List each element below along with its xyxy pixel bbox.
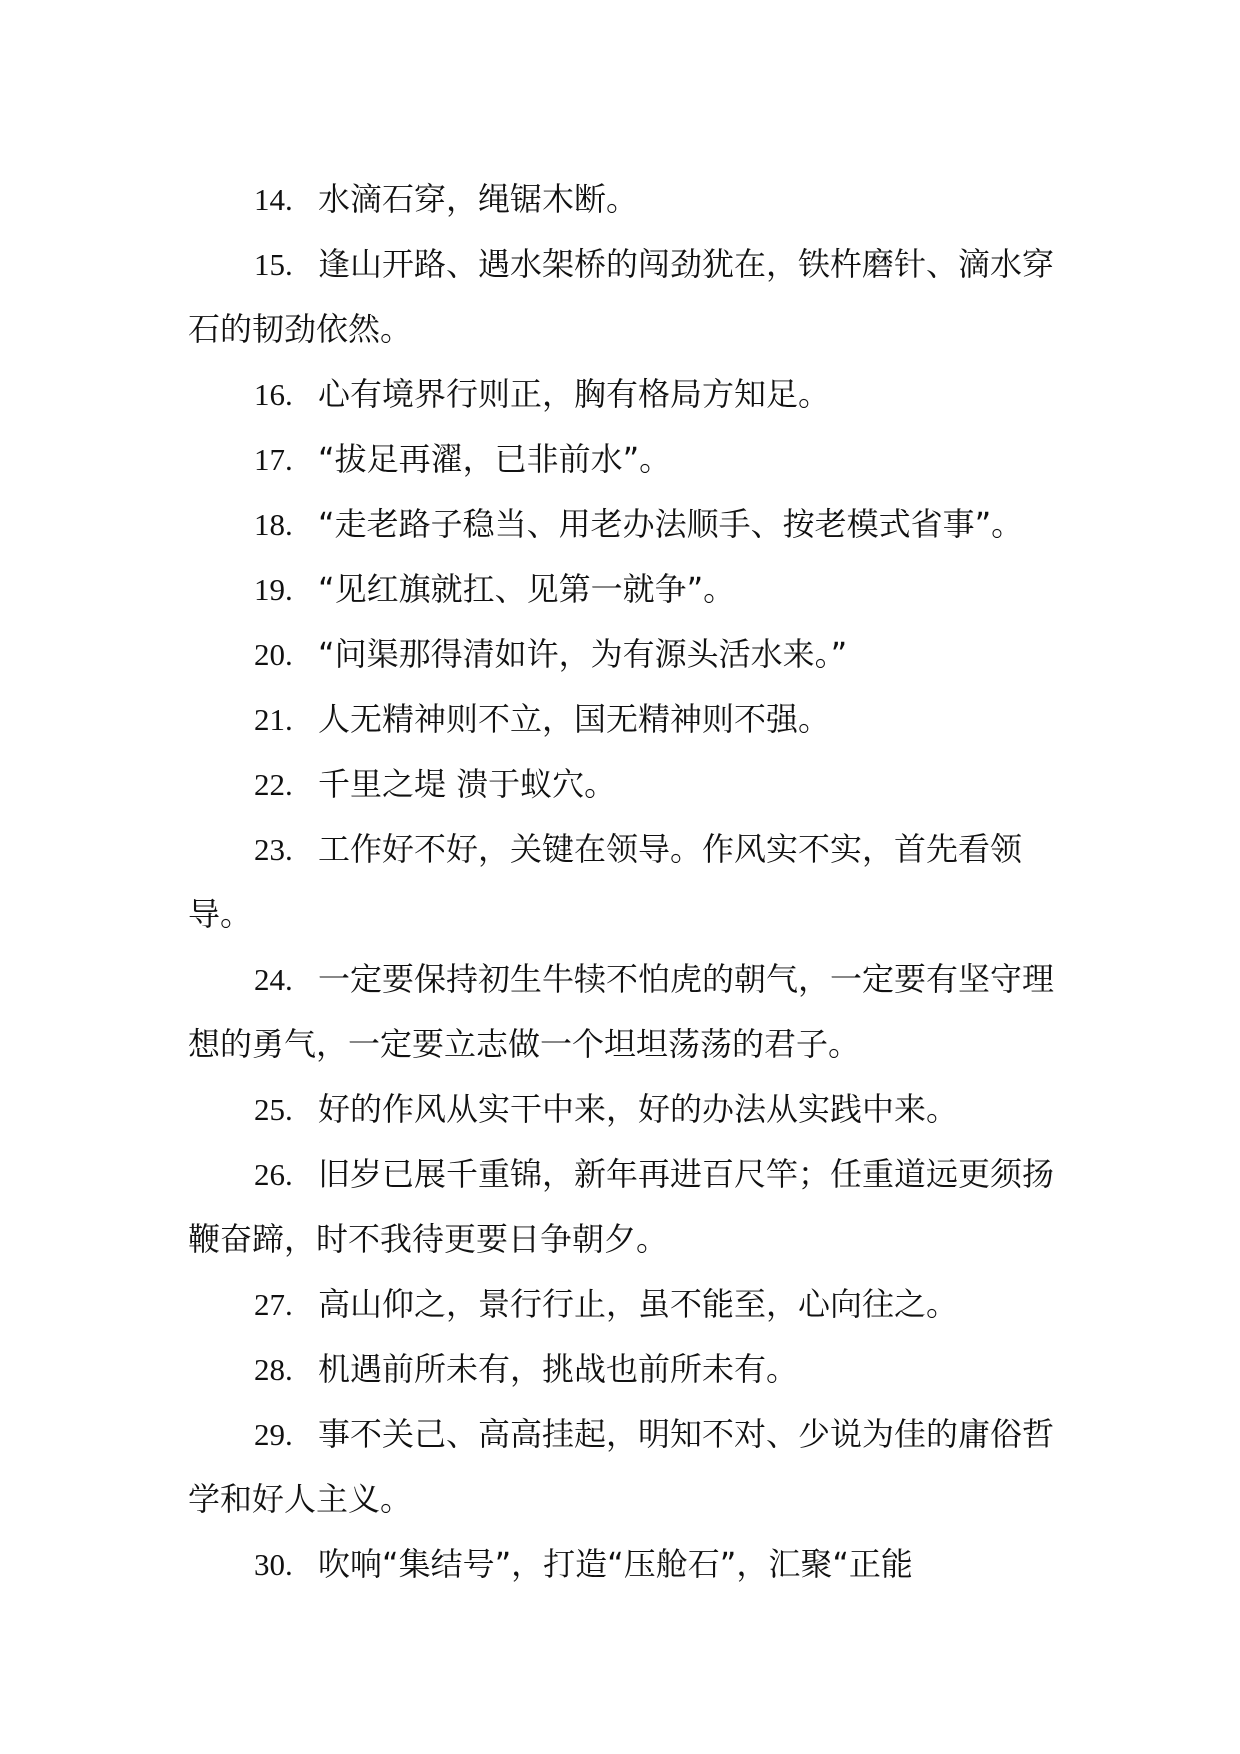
list-item — [188, 557, 1058, 622]
item-number: 24. — [254, 962, 293, 997]
list-item — [188, 622, 1058, 687]
item-text: 逢山开路、遇水架桥的闯劲犹在，铁杵磨针、滴水穿石的韧劲依然。 — [188, 245, 1055, 348]
item-text: 人无精神则不立，国无精神则不强。 — [318, 700, 831, 738]
item-text: “见红旗就扛、见第一就争”。 — [318, 570, 736, 608]
item-number: 15. — [254, 247, 293, 282]
list-item — [188, 232, 1058, 362]
item-number: 20. — [254, 637, 293, 672]
item-text: 高山仰之，景行行止，虽不能至，心向往之。 — [318, 1285, 959, 1323]
list-item — [188, 1532, 1058, 1597]
item-number: 19. — [254, 572, 293, 607]
list-item — [188, 492, 1058, 557]
item-text: “拔足再濯，已非前水”。 — [318, 440, 672, 478]
item-number: 14. — [254, 182, 293, 217]
item-text: 机遇前所未有，挑战也前所未有。 — [318, 1350, 799, 1388]
item-text: 好的作风从实干中来，好的办法从实践中来。 — [318, 1090, 959, 1128]
list-item — [188, 427, 1058, 492]
list-item — [188, 1142, 1058, 1272]
list-item — [188, 362, 1058, 427]
list-item — [188, 1272, 1058, 1337]
item-number: 16. — [254, 377, 293, 412]
item-text: 一定要保持初生牛犊不怕虎的朝气，一定要有坚守理想的勇气，一定要立志做一个坦坦荡荡的君子。 — [188, 960, 1055, 1063]
item-text: 吹响“集结号”，打造“压舱石”，汇聚“正能 — [318, 1545, 913, 1583]
item-text: 旧岁已展千重锦，新年再进百尺竿；任重道远更须扬鞭奋蹄，时不我待更要日争朝夕。 — [188, 1155, 1055, 1258]
item-number: 17. — [254, 442, 293, 477]
item-number: 18. — [254, 507, 293, 542]
list-item — [188, 752, 1058, 817]
item-number: 26. — [254, 1157, 293, 1192]
item-number: 23. — [254, 832, 293, 867]
item-text: 千里之堤 溃于蚁穴。 — [318, 765, 617, 803]
item-text: 水滴石穿，绳锯木断。 — [318, 180, 639, 218]
item-text: 事不关己、高高挂起，明知不对、少说为佳的庸俗哲学和好人主义。 — [188, 1415, 1055, 1518]
item-number: 29. — [254, 1417, 293, 1452]
item-number: 30. — [254, 1547, 293, 1582]
list-item — [188, 687, 1058, 752]
document-body — [188, 167, 1058, 1597]
list-item — [188, 947, 1058, 1077]
item-text: 工作好不好，关键在领导。作风实不实，首先看领导。 — [188, 830, 1023, 933]
item-number: 21. — [254, 702, 293, 737]
list-item — [188, 817, 1058, 947]
item-text: “问渠那得清如许，为有源头活水来。” — [318, 635, 848, 673]
item-text: “走老路子稳当、用老办法顺手、按老模式省事”。 — [318, 505, 1024, 543]
item-text: 心有境界行则正，胸有格局方知足。 — [318, 375, 831, 413]
item-number: 28. — [254, 1352, 293, 1387]
list-item — [188, 1077, 1058, 1142]
list-item — [188, 167, 1058, 232]
list-item — [188, 1337, 1058, 1402]
item-number: 22. — [254, 767, 293, 802]
item-number: 25. — [254, 1092, 293, 1127]
list-item — [188, 1402, 1058, 1532]
item-number: 27. — [254, 1287, 293, 1322]
